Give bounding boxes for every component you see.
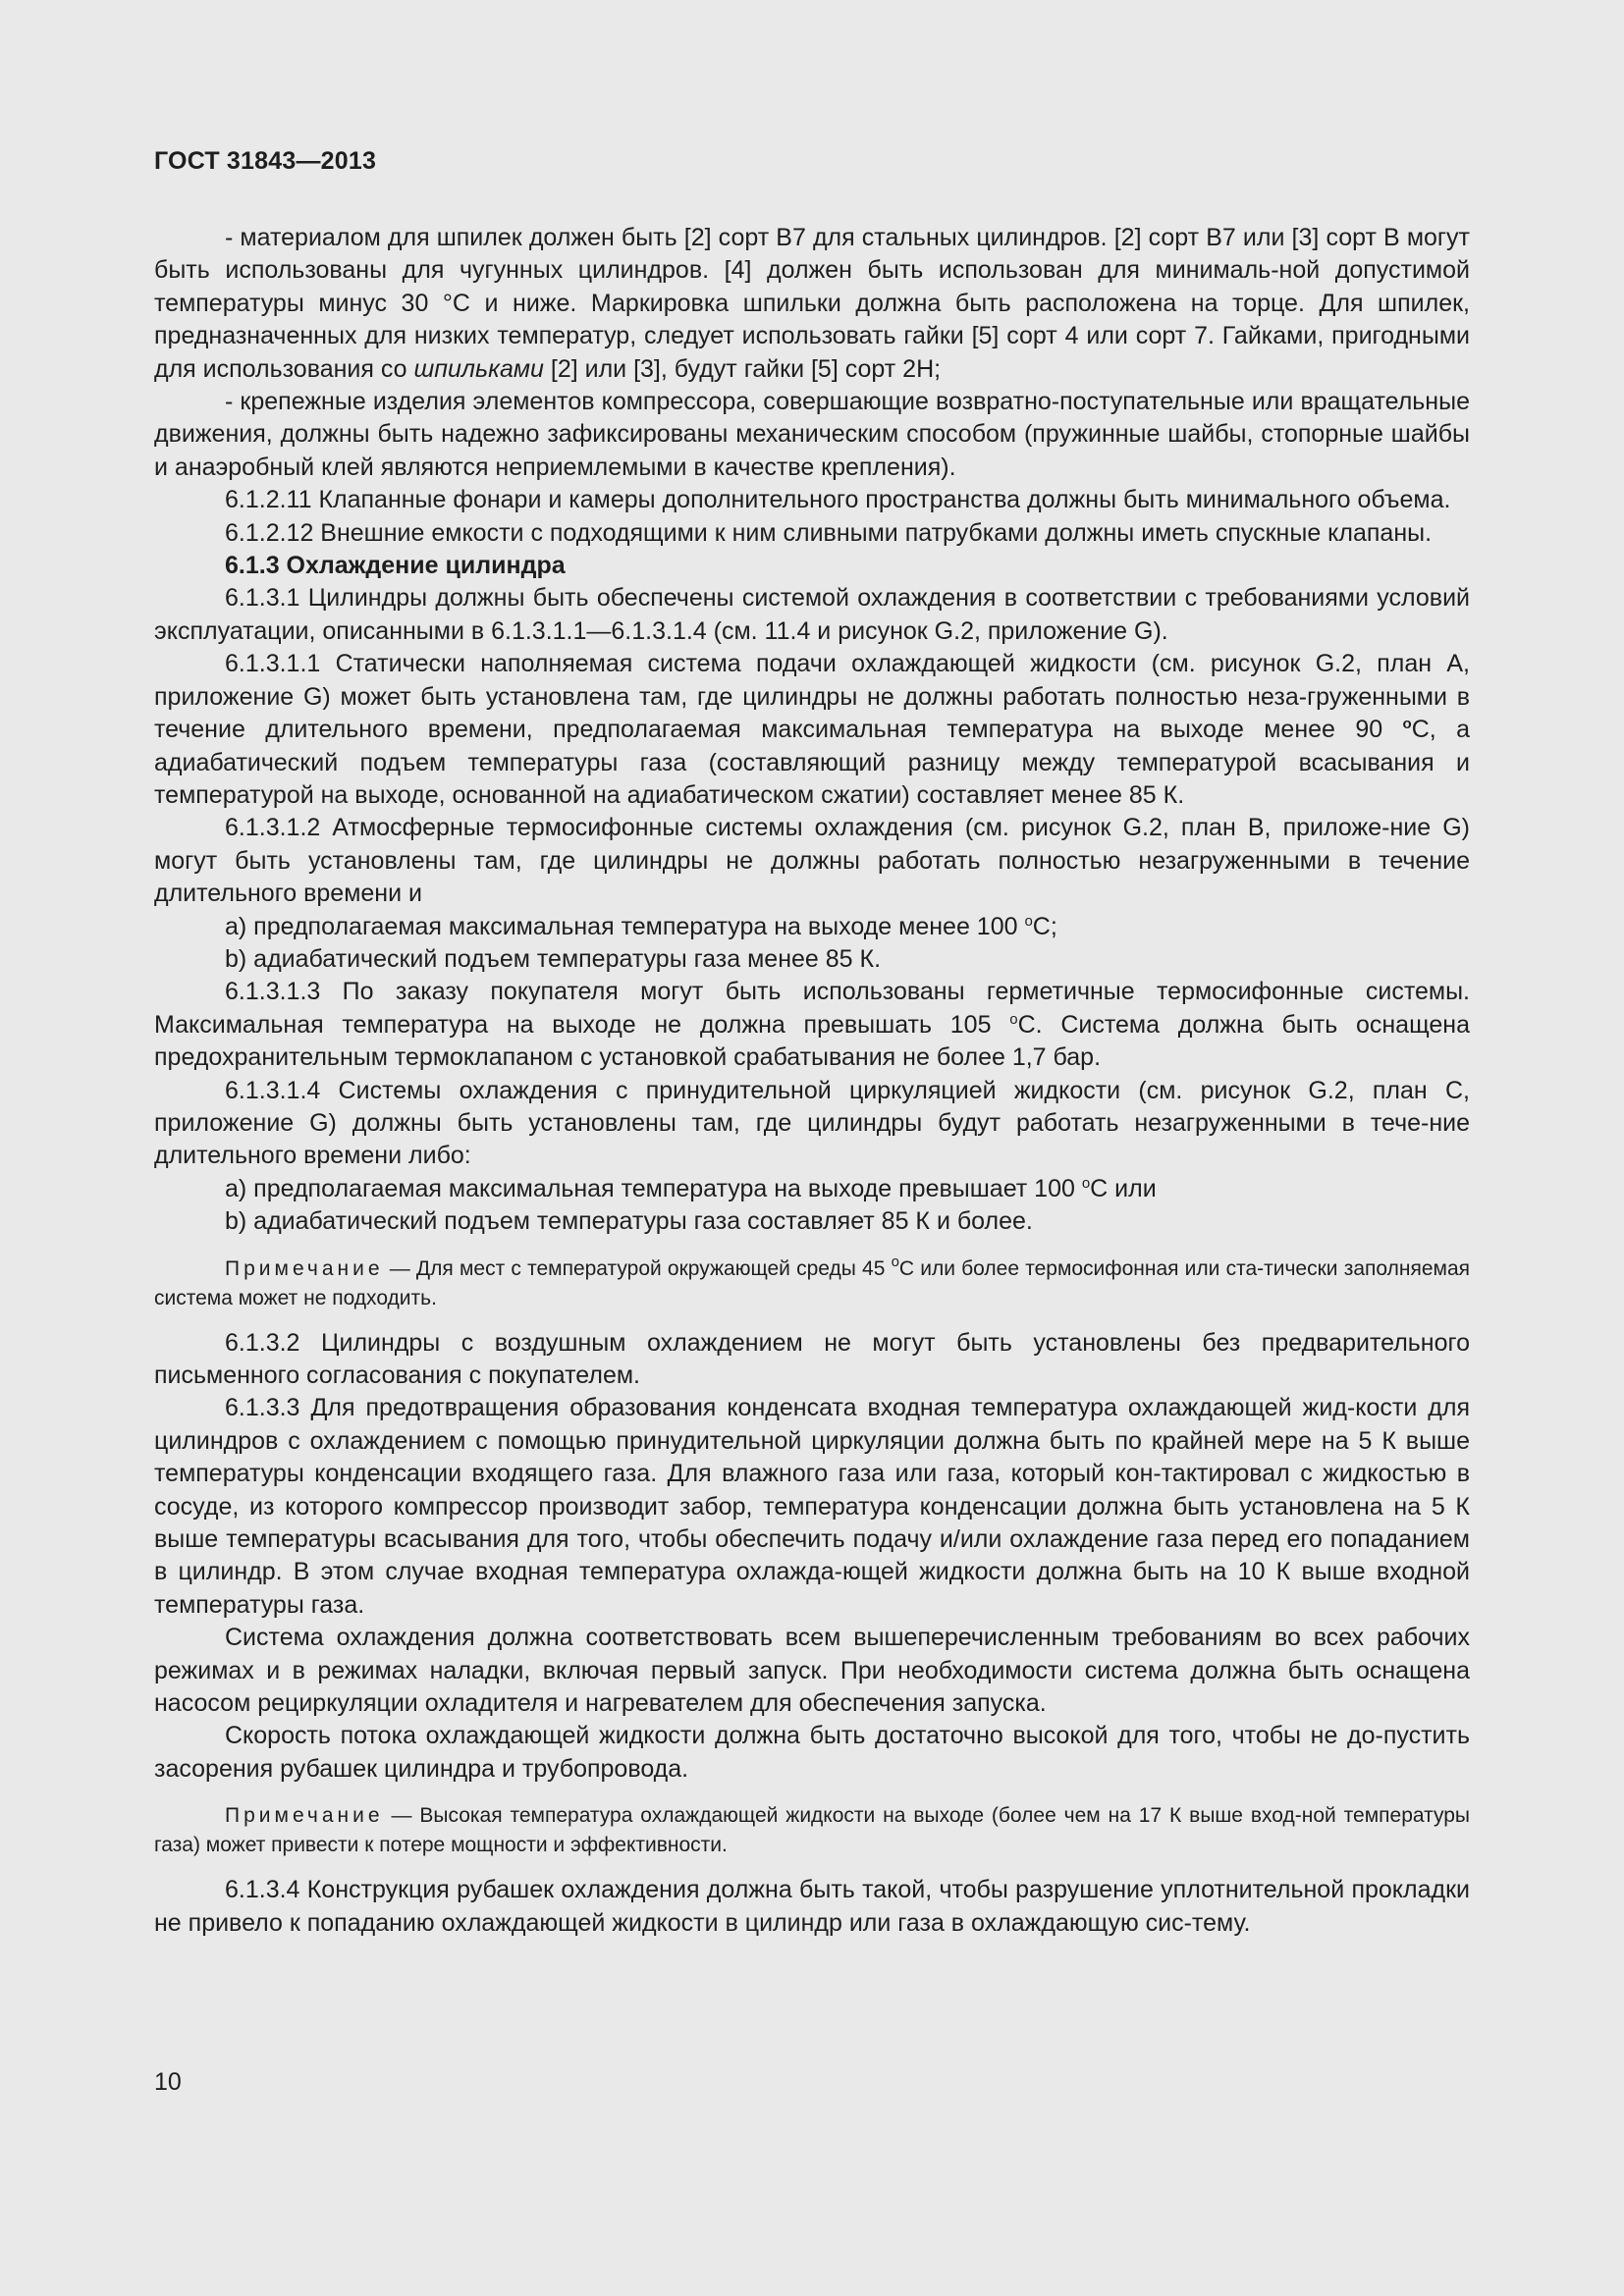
degree-sign: о — [1402, 716, 1412, 733]
paragraph: 6.1.3.1.1 Статически наполняемая система подачи охлаждающей жидкости (см. рисунок G.2, план А, приложение G) может быть установлена там, где цилиндры не должны работать полностью неза-груженными в течение длительного времени, предполагаемая максимальная температура на выходе менее 90 $^о$С, а адиабатический подъем температуры газа (составляющий разницу между температурой всасывания и температурой на выходе, основанной на адиабатическом сжатии) составляет менее 85 К. — [154, 650, 1470, 809]
document-body — [154, 222, 1470, 1940]
note-label: Примечание — [225, 1804, 384, 1828]
note-label: Примечание — [225, 1256, 384, 1280]
list-item: b) адиабатический подъем температуры газа менее 85 К. — [225, 944, 882, 973]
emphasis: шпильками — [413, 354, 544, 383]
list-item: a) предполагаемая максимальная температура на выходе превышает 100 $^о$С или — [225, 1174, 1157, 1202]
paragraph: 6.1.3.1.4 Системы охлаждения с принудительной циркуляцией жидкости (см. рисунок G.2, план С, приложение G) должны быть установлены там, где цилиндры будут работать незагруженными в тече-ние длительного времени либо: — [154, 1076, 1470, 1170]
paragraph: 6.1.3.2 Цилиндры с воздушным охлаждением не могут быть установлены без предварительного письменного согласования с покупателем. — [154, 1328, 1470, 1389]
paragraph: - крепежные изделия элементов компрессора, совершающие возвратно-поступательные или вращательные движения, должны быть надежно зафиксированы механическим способом (пружинные шайбы, стопорные шайбы и анаэробный клей являются неприемлемыми в качестве крепления). — [154, 388, 1470, 481]
degree-sign: о — [1081, 1174, 1091, 1192]
paragraph: Система охлаждения должна соответствовать всем вышеперечисленным требованиям во всех рабочих режимах и в режимах наладки, включая первый запуск. При необходимости система должна быть оснащена насосом рециркуляции охладителя и нагревателем для обеспечения запуска. — [154, 1624, 1470, 1718]
paragraph: 6.1.3.1.3 По заказу покупателя могут быть использованы герметичные термосифонные системы. Максимальная температура на выходе не должна превышать 105 $^о$С. Система должна быть оснащена предохранительным термоклапаном с установкой срабатывания не более 1,7 бар. — [154, 978, 1470, 1072]
list-item: a) предполагаемая максимальная температура на выходе менее 100 $^о$С; — [225, 912, 1057, 940]
document-code-header: ГОСТ 31843—2013 — [154, 147, 377, 175]
paragraph: Скорость потока охлаждающей жидкости должна быть достаточно высокой для того, чтобы не до-пустить засорения рубашек цилиндра и трубопровода. — [154, 1722, 1470, 1783]
section-heading: 6.1.3 Охлаждение цилиндра — [225, 552, 566, 580]
paragraph: 6.1.3.3 Для предотвращения образования конденсата входная температура охлаждающей жид-кости для цилиндров с охлаждением с помощью принудительной циркуляции должна быть по крайней мере на 5 К выше температуры конденсации входящего газа. Для влажного газа или газа, который кон-тактировал с жидкостью в сосуде, из которого компрессор производит забор, температура конденсации должна быть установлена на 5 К выше температуры всасывания для того, чтобы обеспечить подачу и/или охлаждение газа перед его попаданием в цилиндр. В этом случае входная температура охлажда-ющей жидкости должна быть на 10 К выше входной температуры газа. — [154, 1394, 1470, 1619]
page-number: 10 — [154, 2068, 182, 2096]
note: Примечание — Для мест с температурой окружающей среды 45 $^о$С или более термосифонная или ста-тически заполняемая система может не подходить. — [154, 1253, 1470, 1309]
note: Примечание — Высокая температура охлаждающей жидкости на выходе (более чем на 17 К выше вход-ной температуры газа) может привести к потере мощности и эффективности. — [154, 1804, 1470, 1857]
paragraph: 6.1.3.1 Цилиндры должны быть обеспечены системой охлаждения в соответствии с требованиями условий эксплуатации, описанными в 6.1.3.1.1—6.1.3.1.4 (см. 11.4 и рисунок G.2, приложение G). — [154, 584, 1470, 645]
paragraph: 6.1.2.11 Клапанные фонари и камеры дополнительного пространства должны быть минимального объема. — [225, 486, 1451, 514]
paragraph: - материалом для шпилек должен быть [2] сорт B7 для стальных цилиндров. [2] сорт B7 или [3] сорт B могут быть использованы для чугунных цилиндров. [4] должен быть использован для минималь-ной допустимой температуры минус 30 °С и ниже. Маркировка шпильки должна быть расположена на торце. Для шпилек, предназначенных для низких температур, следует использовать гайки [5] сорт 4 или сорт 7. Гайками, пригодными для использования со шпильками [2] или [3], будут гайки [5] сорт 2Н; — [154, 224, 1470, 383]
paragraph: 6.1.3.1.2 Атмосферные термосифонные системы охлаждения (см. рисунок G.2, план В, приложе-ние G) могут быть установлены там, где цилиндры не должны работать полностью незагруженными в течение длительного времени и — [154, 814, 1470, 908]
degree-sign: о — [891, 1253, 899, 1270]
degree-sign: о — [1024, 912, 1033, 930]
paragraph: 6.1.2.12 Внешние емкости с подходящими к ним сливными патрубками должны иметь спускные клапаны. — [225, 518, 1433, 547]
paragraph: 6.1.3.4 Конструкция рубашек охлаждения должна быть такой, чтобы разрушение уплотнительной прокладки не привело к попаданию охлаждающей жидкости в цилиндр или газа в охлаждающую сис-тему. — [154, 1876, 1470, 1937]
degree-sign: о — [1009, 1010, 1018, 1028]
list-item: b) адиабатический подъем температуры газа составляет 85 К и более. — [225, 1207, 1033, 1236]
